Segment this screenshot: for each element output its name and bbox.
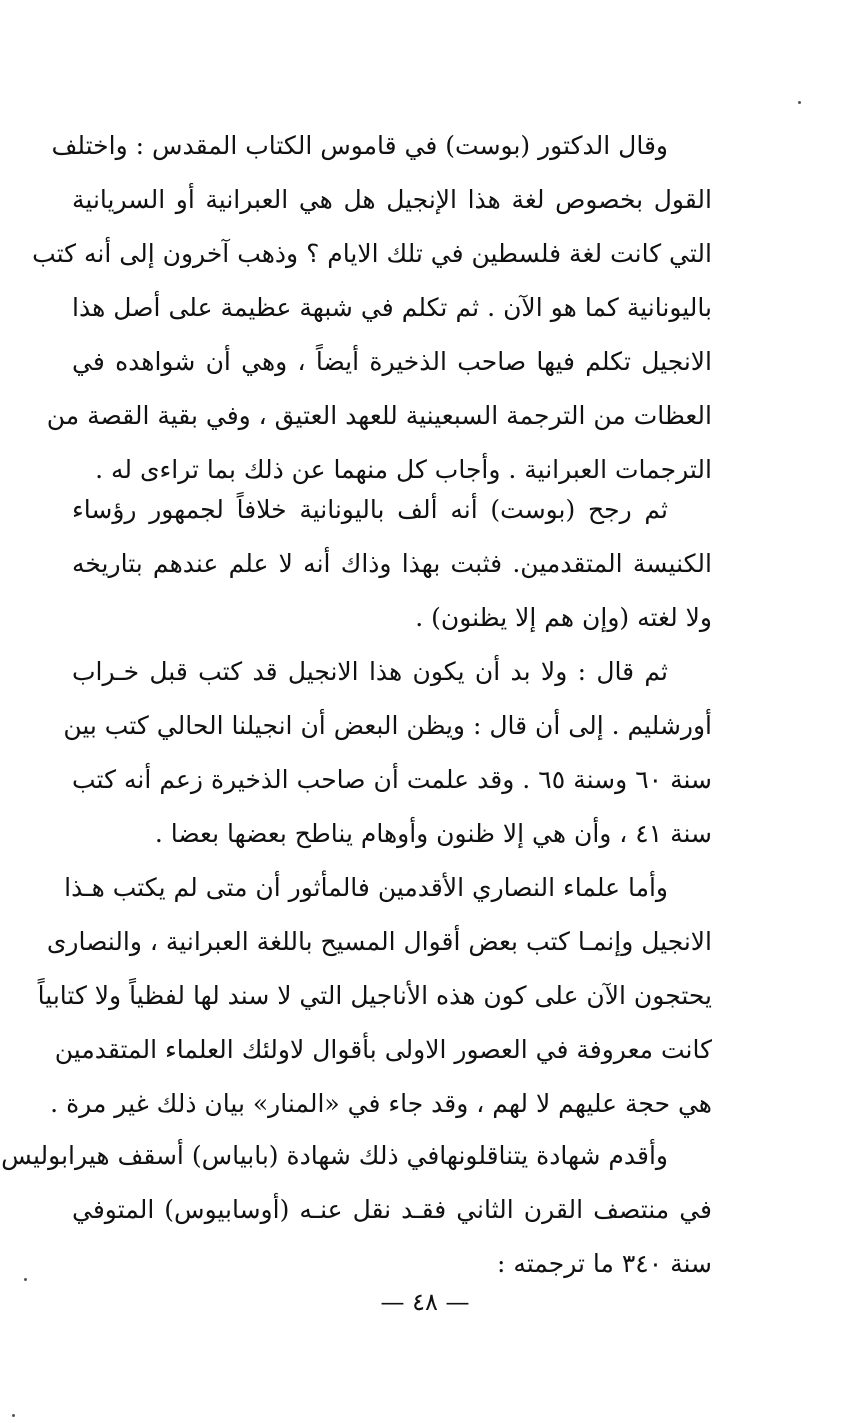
text-line: في منتصف القرن الثاني فقـد نقل عنـه (أوسابيوس) المتوفي [72,1195,712,1224]
scan-speck [24,1278,27,1281]
page-number: — ٤٨ — [380,1288,470,1316]
text-line: الانجيل وإنمـا كتب بعض أقوال المسيح باللغة العبرانية ، والنصارى [46,927,712,956]
text-line: سنة ٦٠ وسنة ٦٥ . وقد علمت أن صاحب الذخيرة زعم أنه كتب [72,765,712,794]
text-line: الكنيسة المتقدمين. فثبت بهذا وذاك أنه لا علم عندهم بتاريخه [72,549,712,578]
text-line: ثم قال : ولا بد أن يكون هذا الانجيل قد كتب قبل خـراب [72,657,668,686]
text-line: هي حجة عليهم لا لهم ، وقد جاء في «المنار» بيان ذلك غير مرة . [50,1089,712,1118]
text-line: الانجيل تكلم فيها صاحب الذخيرة أيضاً ، وهي أن شواهده في [72,347,712,376]
text-line: يحتجون الآن على كون هذه الأناجيل التي لا سند لها لفظياً ولا كتابياً [37,981,712,1010]
text-line: سنة ٣٤٠ ما ترجمته : [496,1249,712,1278]
text-line: الترجمات العبرانية . وأجاب كل منهما عن ذلك بما تراءى له . [95,455,712,484]
text-line: باليونانية كما هو الآن . ثم تكلم في شبهة عظيمة على أصل هذا [72,293,712,322]
text-line: وقال الدكتور (بوست) في قاموس الكتاب المقدس : واختلف [51,131,668,160]
text-line: العظات من الترجمة السبعينية للعهد العتيق ، وفي بقية القصة من [46,401,712,430]
text-line: وأقدم شهادة يتناقلونهافي ذلك شهادة (بابياس) أسقف هيرابوليس [1,1141,668,1170]
scan-speck [798,101,801,104]
text-line: القول بخصوص لغة هذا الإنجيل هل هي العبرانية أو السريانية [72,185,712,214]
text-line: سنة ٤١ ، وأن هي إلا ظنون وأوهام يناطح بعضها بعضا . [154,819,712,848]
scan-speck [12,1414,15,1417]
text-line: ولا لغته (وإن هم إلا يظنون) . [415,603,712,632]
text-line: أورشليم . إلى أن قال : ويظن البعض أن انجيلنا الحالي كتب بين [63,711,712,740]
text-line: التي كانت لغة فلسطين في تلك الايام ؟ وذهب آخرون إلى أنه كتب [32,239,712,268]
text-line: وأما علماء النصاري الأقدمين فالمأثور أن متى لم يكتب هـذا [64,873,668,902]
text-line: كانت معروفة في العصور الاولى بأقوال لاولئك العلماء المتقدمين [54,1035,712,1064]
text-line: ثم رجح (بوست) أنه ألف باليونانية خلافاً لجمهور رؤساء [72,495,668,524]
